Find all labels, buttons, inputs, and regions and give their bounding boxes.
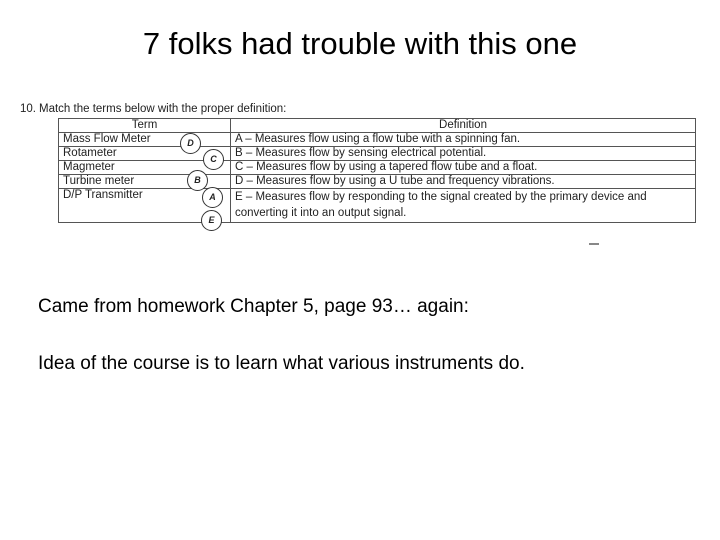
stray-mark: [589, 243, 599, 245]
definition-cell: B – Measures flow by sensing electrical potential.: [231, 147, 696, 161]
question-prompt: [20, 103, 286, 116]
handwritten-answer: B: [187, 170, 208, 191]
definition-column-header: Definition: [231, 119, 696, 133]
definition-cell: A – Measures flow using a flow tube with a spinning fan.: [231, 133, 696, 147]
handwritten-answer: C: [203, 149, 224, 170]
term-column-header: Term: [59, 119, 231, 133]
table-row: [59, 161, 696, 175]
handwritten-answer: E: [201, 210, 222, 231]
term-cell: Turbine meter: [59, 175, 231, 189]
question-text: Match the terms below with the proper definition:: [39, 103, 287, 115]
question-number: 10.: [20, 103, 36, 115]
body-line-course-idea: Idea of the course is to learn what various instruments do.: [38, 353, 525, 374]
term-cell: Mass Flow Meter: [59, 133, 231, 147]
table-row: [59, 147, 696, 161]
table-row: [59, 189, 696, 223]
body-line-homework: Came from homework Chapter 5, page 93… again:: [38, 296, 469, 317]
handwritten-answer: D: [180, 133, 201, 154]
table-row: [59, 133, 696, 147]
term-cell: Rotameter: [59, 147, 231, 161]
term-cell: D/P Transmitter: [59, 189, 231, 223]
definition-cell: D – Measures flow by using a U tube and frequency vibrations.: [231, 175, 696, 189]
slide-title: 7 folks had trouble with this one: [142, 26, 578, 61]
table-row: [59, 175, 696, 189]
definition-cell: C – Measures flow by using a tapered flow tube and a float.: [231, 161, 696, 175]
matching-table: [58, 118, 696, 223]
handwritten-answer: A: [202, 187, 223, 208]
term-cell: Magmeter: [59, 161, 231, 175]
definition-cell: E – Measures flow by responding to the signal created by the primary device and converting it into an output signal.: [231, 189, 696, 223]
